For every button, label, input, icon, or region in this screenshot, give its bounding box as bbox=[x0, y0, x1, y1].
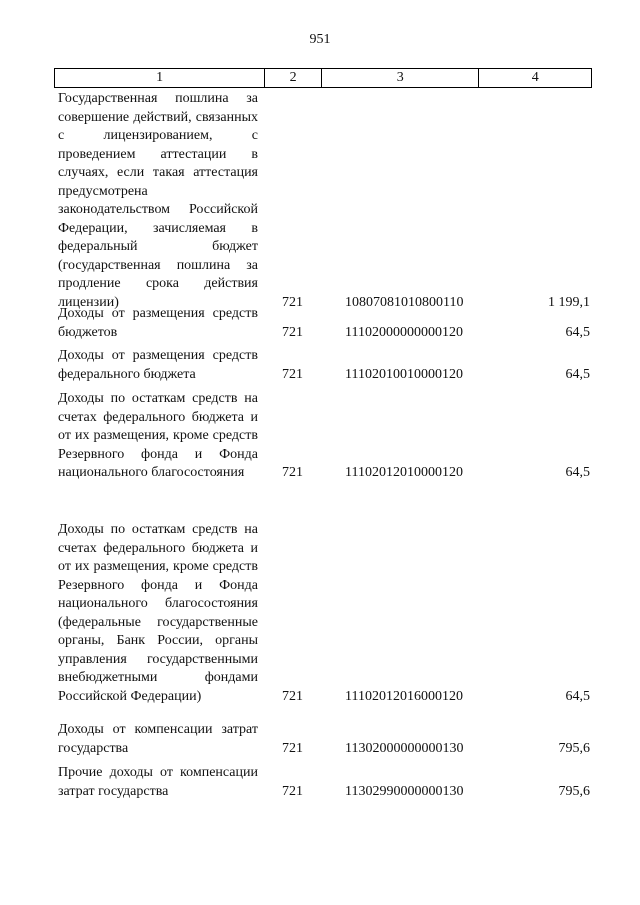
row-description: Доходы от компенсации затрат государства bbox=[58, 722, 258, 756]
table-row bbox=[58, 390, 590, 483]
row-description: Доходы по остаткам средств на счетах федерального бюджета и от их размещения, кроме средств Резервного фонда и Фонда национального благосостояния (федеральные государственные органы, Банк России, органы управления государственными внебюджетными фондами Российской Федерации) bbox=[58, 522, 258, 704]
header-col-3: 3 bbox=[322, 69, 479, 87]
row-description: Доходы от размещения средств бюджетов bbox=[58, 306, 258, 340]
row-admin-code: 721 bbox=[282, 688, 303, 704]
row-amount: 64,5 bbox=[565, 366, 590, 382]
row-description: Доходы по остаткам средств на счетах федерального бюджета и от их размещения, кроме средств Резервного фонда и Фонда национального благосостояния bbox=[58, 391, 258, 480]
row-kbk-code: 11102010010000120 bbox=[345, 366, 463, 382]
page-number: 951 bbox=[309, 32, 331, 47]
row-admin-code: 721 bbox=[282, 324, 303, 340]
row-kbk-code: 11302990000000130 bbox=[345, 783, 464, 799]
row-amount: 64,5 bbox=[565, 324, 590, 340]
row-description: Прочие доходы от компенсации затрат государства bbox=[58, 765, 258, 799]
row-description: Доходы от размещения средств федерального бюджета bbox=[58, 348, 258, 382]
row-amount: 64,5 bbox=[565, 465, 590, 480]
row-kbk-code: 11302000000000130 bbox=[345, 740, 464, 756]
header-col-2: 2 bbox=[265, 69, 322, 87]
header-col-4: 4 bbox=[531, 70, 539, 85]
table-row bbox=[58, 305, 590, 342]
row-kbk-code: 11102012010000120 bbox=[345, 465, 463, 480]
table-row bbox=[58, 721, 590, 758]
table-row bbox=[58, 90, 590, 312]
row-amount: 64,5 bbox=[565, 688, 590, 704]
row-kbk-code: 10807081010800110 bbox=[345, 294, 464, 310]
table-row bbox=[58, 347, 590, 384]
row-amount: 1 199,1 bbox=[548, 294, 590, 310]
row-admin-code: 721 bbox=[282, 740, 303, 756]
row-admin-code: 721 bbox=[282, 294, 303, 310]
table-header bbox=[54, 68, 592, 88]
row-amount: 795,6 bbox=[558, 783, 590, 799]
header-col-1: 1 bbox=[55, 69, 265, 87]
row-amount: 795,6 bbox=[558, 740, 590, 756]
row-admin-code: 721 bbox=[282, 366, 303, 382]
table-row bbox=[58, 521, 590, 706]
row-kbk-code: 11102000000000120 bbox=[345, 324, 463, 340]
table-row bbox=[58, 764, 590, 801]
row-admin-code: 721 bbox=[282, 465, 303, 480]
row-kbk-code: 11102012016000120 bbox=[345, 688, 463, 704]
row-admin-code: 721 bbox=[282, 783, 303, 799]
row-description: Государственная пошлина за совершение действий, связанных с лицензированием, с проведением аттестации в случаях, если такая аттестация предусмотрена законодательством Российской Федерации, зачисляемая в федеральный бюджет (государственная пошлина за продление срока действия лицензии) bbox=[58, 91, 258, 310]
